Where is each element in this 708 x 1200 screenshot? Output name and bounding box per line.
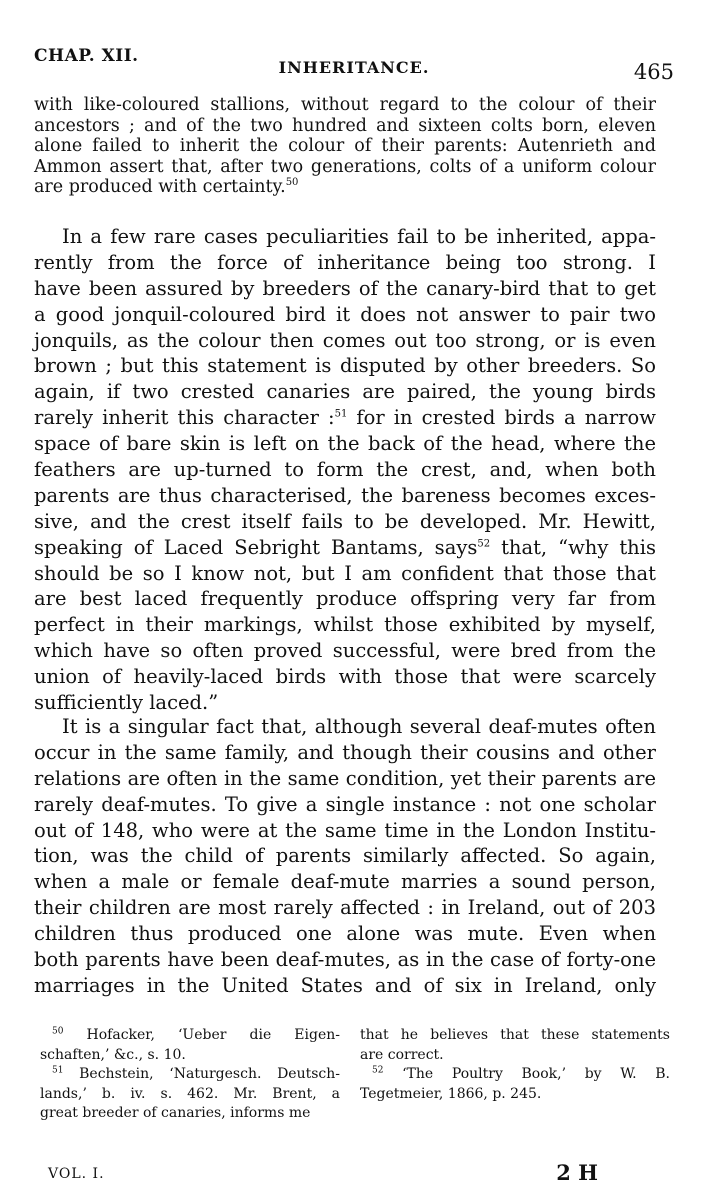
text-line: alone failed to inherit the colour of their parents: Autenrieth and xyxy=(34,136,656,156)
footnote-line: are correct. xyxy=(360,1046,444,1063)
text-fragment: rarely inherit this character : xyxy=(34,406,335,430)
footnote-line: Tegetmeier, 1866, p. 245. xyxy=(360,1085,542,1102)
footnote-text: Bechstein, ‘Naturgesch. Deutsch- xyxy=(79,1066,341,1082)
text-line: occur in the same family, and though their cousins and other xyxy=(34,740,656,764)
volume-label: VOL. I. xyxy=(48,1166,105,1182)
footnote-ref-50: 50 xyxy=(285,177,299,189)
text-line: both parents have been deaf-mutes, as in the case of forty-one xyxy=(34,948,656,972)
paragraph-deaf-mutes xyxy=(34,714,656,999)
text-line xyxy=(34,177,656,198)
text-line: should be so I know not, but I am confident that those that xyxy=(34,561,656,585)
footnote-ref-51: 51 xyxy=(334,408,348,420)
text-line: It is a singular fact that, although several deaf-mutes often xyxy=(62,715,656,738)
text-line: again, if two crested canaries are paired, the young birds xyxy=(34,380,656,404)
text-line: have been assured by breeders of the canary-bird that to get xyxy=(34,276,656,300)
page-footer xyxy=(48,1160,598,1190)
text-fragment: speaking of Laced Sebright Bantams, says xyxy=(34,535,478,559)
footnote-50 xyxy=(40,1026,340,1046)
text-line: rently from the force of inheritance being too strong. I xyxy=(34,250,656,274)
text-fragment: that, “why this xyxy=(490,535,656,559)
text-line: out of 148, who were at the same time in the London Institu- xyxy=(34,818,656,842)
chapter-label: CHAP. XII. xyxy=(34,46,139,66)
footnote-number: 50 xyxy=(52,1026,64,1037)
text-line: sive, and the crest itself fails to be developed. Mr. Hewitt, xyxy=(34,509,656,533)
signature-mark: 2 H xyxy=(556,1160,598,1185)
text-line: which have so often proved successful, were bred from the xyxy=(34,639,656,663)
text-fragment: are produced with certainty. xyxy=(34,177,286,197)
text-line: tion, was the child of parents similarly affected. So again, xyxy=(34,844,656,868)
footnote-52 xyxy=(360,1065,670,1085)
running-header xyxy=(34,46,674,84)
footnote-number: 52 xyxy=(372,1065,384,1076)
text-line: children thus produced one alone was mute. Even when xyxy=(34,922,656,946)
text-line: In a few rare cases peculiarities fail to be inherited, appa- xyxy=(62,225,656,248)
footnote-line: that he believes that these statements xyxy=(360,1027,670,1043)
footnote-line: lands,’ b. iv. s. 462. Mr. Brent, a xyxy=(40,1085,340,1102)
text-line: sufficiently laced.” xyxy=(34,691,219,715)
text-line: space of bare skin is left on the back of the head, where the xyxy=(34,432,656,456)
text-line: their children are most rarely affected : in Ireland, out of 203 xyxy=(34,896,656,920)
text-line: are best laced frequently produce offspring very far from xyxy=(34,587,656,611)
text-line: parents are thus characterised, the bareness becomes exces- xyxy=(34,483,656,507)
paragraph-continuation xyxy=(34,95,656,198)
text-line: Ammon assert that, after two generations, colts of a uniform colour xyxy=(34,156,656,177)
text-line xyxy=(34,535,656,561)
text-line: marriages in the United States and of six in Ireland, only xyxy=(34,973,656,997)
text-line: when a male or female deaf-mute marries a sound person, xyxy=(34,870,656,894)
footnote-line: schaften,’ &c., s. 10. xyxy=(40,1046,186,1063)
text-line: ancestors ; and of the two hundred and sixteen colts born, eleven xyxy=(34,115,656,136)
footnotes-left-column xyxy=(40,1026,340,1124)
text-line: feathers are up-turned to form the crest, and, when both xyxy=(34,458,656,482)
text-line: rarely deaf-mutes. To give a single instance : not one scholar xyxy=(34,792,656,816)
footnote-51 xyxy=(40,1065,340,1085)
footnote-line: great breeder of canaries, informs me xyxy=(40,1105,311,1121)
text-line: with like-coloured stallions, without regard to the colour of their xyxy=(34,95,656,115)
text-line: perfect in their markings, whilst those exhibited by myself, xyxy=(34,613,656,637)
text-line: union of heavily-laced birds with those that were scarcely xyxy=(34,665,656,689)
footnotes-right-column xyxy=(360,1026,670,1104)
footnote-text: ‘The Poultry Book,’ by W. B. xyxy=(402,1066,670,1082)
text-line xyxy=(34,405,656,431)
text-fragment: for in crested birds a narrow xyxy=(347,406,656,430)
footnote-ref-52: 52 xyxy=(477,538,491,550)
text-line: jonquils, as the colour then comes out too strong, or is even xyxy=(34,328,656,352)
page-number: 465 xyxy=(633,60,674,84)
text-line: a good jonquil-coloured bird it does not answer to pair two xyxy=(34,302,656,326)
running-title: INHERITANCE. xyxy=(278,58,430,77)
text-line: brown ; but this statement is disputed by other breeders. So xyxy=(34,354,656,378)
footnote-number: 51 xyxy=(52,1065,64,1076)
paragraph-canaries xyxy=(34,224,656,716)
footnote-text: Hofacker, ‘Ueber die Eigen- xyxy=(86,1027,341,1043)
text-line: relations are often in the same condition, yet their parents are xyxy=(34,766,656,790)
